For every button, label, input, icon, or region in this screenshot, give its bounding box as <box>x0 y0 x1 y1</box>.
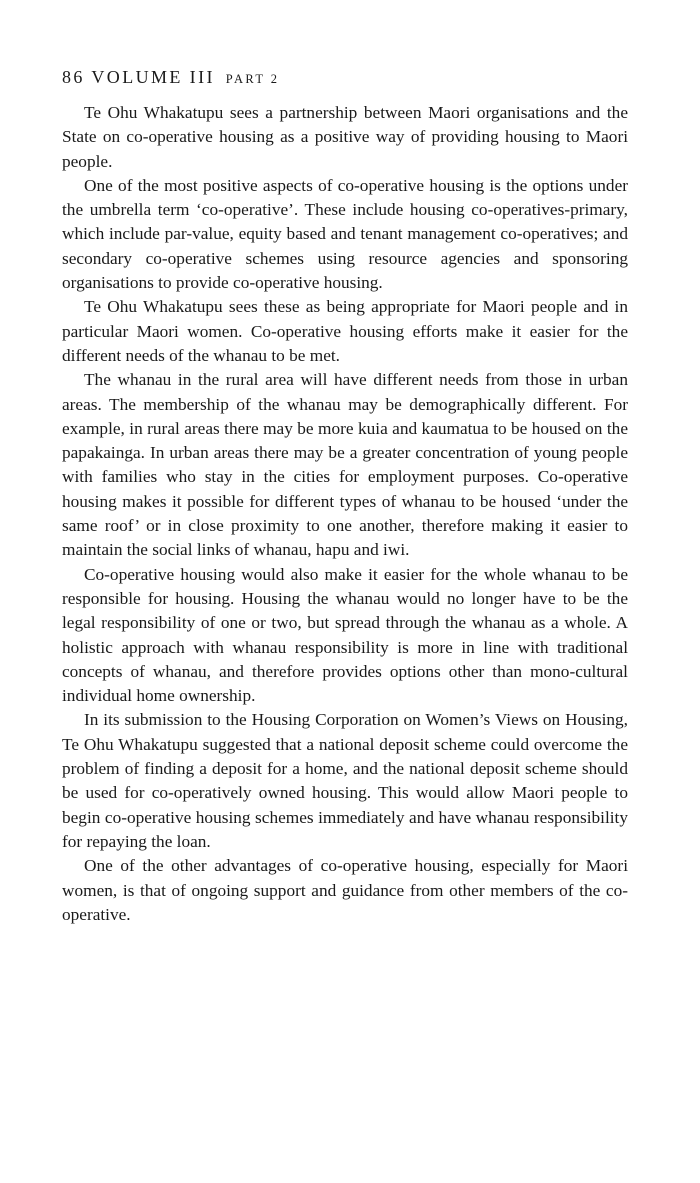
paragraph: The whanau in the rural area will have different needs from those in urban areas. The membership of the whanau may be demographically different. For example, in rural areas there may be more kuia and kaumatua to be housed on the papakainga. In urban areas there may be a greater concentration of young people with families who stay in the cities for employment purposes. Co-operative housing makes it possible for different types of whanau to be housed ‘under the same roof’ or in close proximity to one another, therefore making it easier to maintain the social links of whanau, hapu and iwi. <box>62 370 628 560</box>
paragraph: One of the other advantages of co-operative housing, especially for Maori women, is that of ongoing support and guidance from other members of the co-operative. <box>62 856 628 924</box>
paragraph: Te Ohu Whakatupu sees these as being appropriate for Maori people and in particular Maori women. Co-operative housing efforts make it easier for the different needs of the whanau to be met. <box>62 297 628 365</box>
paragraph: In its submission to the Housing Corporation on Women’s Views on Housing, Te Ohu Whakatupu suggested that a national deposit scheme could overcome the problem of finding a deposit for a home, and the national deposit scheme should be used for co-operatively owned housing. This would allow Maori people to begin co-operative housing schemes immediately and have whanau responsibility for repaying the loan. <box>62 710 628 851</box>
page-number: 86 <box>62 67 85 87</box>
body-text <box>62 101 628 927</box>
volume-label: VOLUME III <box>91 67 215 87</box>
paragraph: Te Ohu Whakatupu sees a partnership between Maori organisations and the State on co-operative housing as a positive way of providing housing to Maori people. <box>62 103 628 171</box>
document-page <box>62 66 628 927</box>
paragraph: One of the most positive aspects of co-operative housing is the options under the umbrella term ‘co-operative’. These include housing co-operatives-primary, which include par-value, equity based and tenant management co-operatives; and secondary co-operative schemes using resource agencies and sponsoring organisations to provide co-operative housing. <box>62 175 628 293</box>
part-label: PART 2 <box>225 72 280 86</box>
running-head <box>62 66 628 90</box>
paragraph: Co-operative housing would also make it easier for the whole whanau to be responsible for housing. Housing the whanau would no longer have to be the legal responsibility of one or two, but spread through the whanau as a whole. A holistic approach with whanau responsibility is more in line with traditional concepts of whanau, and therefore provides options other than mono-cultural individual home ownership. <box>62 564 628 706</box>
